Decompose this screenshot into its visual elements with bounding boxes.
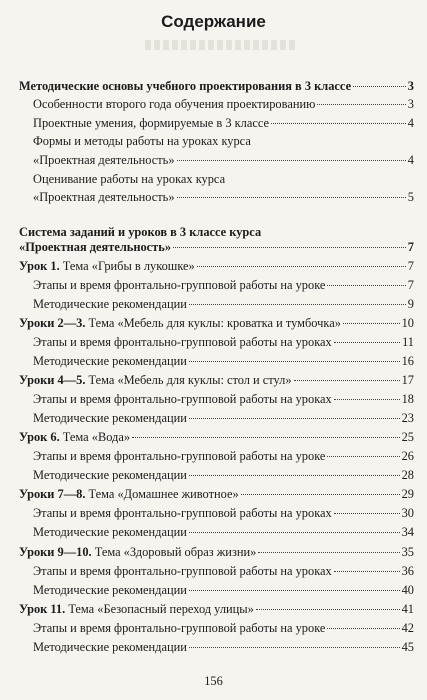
dot-leader — [189, 532, 400, 533]
toc-page-number: 36 — [401, 564, 414, 578]
dot-leader — [189, 475, 400, 476]
dot-leader — [189, 418, 400, 419]
toc-page-number: 28 — [401, 468, 414, 482]
dot-leader — [258, 552, 399, 553]
lesson-topic: Тема «Безопасный переход улицы» — [65, 602, 254, 616]
toc-entry-section-1[interactable] — [19, 79, 414, 93]
toc-entry-text: Методические рекомендации — [33, 583, 187, 597]
toc-page-number: 25 — [401, 430, 414, 444]
toc-page-number: 4 — [407, 116, 414, 130]
lesson-number: Уроки 9—10. — [19, 545, 92, 559]
dot-leader — [189, 361, 400, 362]
toc-page-number: 45 — [401, 640, 414, 654]
toc-lesson[interactable] — [19, 316, 414, 330]
toc-entry[interactable] — [33, 640, 414, 654]
lesson-number: Уроки 2—3. — [19, 316, 86, 330]
toc-entry[interactable] — [33, 278, 414, 292]
dot-leader — [334, 399, 400, 400]
lesson-topic: Тема «Мебель для куклы: кроватка и тумбочка» — [85, 316, 341, 330]
toc-entry[interactable] — [33, 97, 414, 111]
toc-entry-text: «Проектная деятельность» — [19, 240, 172, 254]
toc-page-number: 40 — [401, 583, 414, 597]
dot-leader — [132, 437, 400, 438]
toc-page-number: 3 — [407, 97, 414, 111]
page-title: Содержание — [161, 12, 266, 31]
dot-leader — [241, 494, 400, 495]
toc-section-heading: Система заданий и уроков в 3 классе курса — [19, 225, 262, 239]
toc-lesson[interactable] — [19, 373, 414, 387]
dot-leader — [189, 590, 400, 591]
dot-leader — [197, 266, 406, 267]
toc-page-number: 17 — [401, 373, 414, 387]
toc-entry[interactable] — [33, 153, 414, 167]
toc-entry[interactable] — [33, 583, 414, 597]
toc-entry[interactable] — [33, 392, 414, 406]
dot-leader — [256, 609, 400, 610]
toc-entry-text: Этапы и время фронтально-групповой работы на уроках — [33, 506, 332, 520]
dot-leader — [334, 571, 400, 572]
faded-bleedthrough — [145, 40, 295, 50]
lesson-topic: Тема «Грибы в лукошке» — [59, 259, 195, 273]
toc-entry-text: Этапы и время фронтально-групповой работы на уроке — [33, 449, 326, 463]
toc-entry[interactable] — [33, 411, 414, 425]
toc-page-number: 7 — [407, 278, 414, 292]
toc-page-number: 18 — [401, 392, 414, 406]
toc-entry[interactable] — [33, 449, 414, 463]
toc-entry[interactable] — [33, 335, 414, 349]
toc-entry-text: Этапы и время фронтально-групповой работы на уроках — [33, 564, 332, 578]
toc-lesson[interactable] — [19, 430, 414, 444]
toc-entry-text: Методические рекомендации — [33, 411, 187, 425]
toc-entry-text: «Проектная деятельность» — [33, 190, 175, 204]
lesson-number: Урок 11. — [19, 602, 66, 616]
toc-page-number: 3 — [407, 79, 414, 93]
lesson-topic: Тема «Домашнее животное» — [85, 487, 239, 501]
toc-page-number: 11 — [402, 335, 414, 349]
toc-entry-line: Формы и методы работы на уроках курса — [33, 134, 251, 148]
dot-leader — [327, 456, 399, 457]
toc-page-number: 7 — [407, 259, 414, 273]
toc-entry-text: Методические основы учебного проектирования в 3 классе — [19, 79, 352, 93]
toc-entry-text: Этапы и время фронтально-групповой работы на уроках — [33, 392, 332, 406]
dot-leader — [177, 160, 406, 161]
toc-page-number: 34 — [401, 525, 414, 539]
toc-page-number: 4 — [407, 153, 414, 167]
lesson-number: Уроки 4—5. — [19, 373, 86, 387]
toc-page-number: 26 — [401, 449, 414, 463]
toc-entry-line: Оценивание работы на уроках курса — [33, 172, 226, 186]
toc-entry-text: Методические рекомендации — [33, 468, 187, 482]
toc-entry[interactable] — [33, 468, 414, 482]
dot-leader — [334, 342, 400, 343]
dot-leader — [317, 104, 405, 105]
toc-lesson[interactable] — [19, 602, 414, 616]
toc-page-number: 35 — [401, 545, 414, 559]
toc-entry-text: Особенности второго года обучения проектированию — [33, 97, 316, 111]
toc-entry[interactable] — [33, 116, 414, 130]
toc-entry[interactable] — [33, 564, 414, 578]
toc-entry-text: Этапы и время фронтально-групповой работы на уроках — [33, 335, 332, 349]
lesson-number: Уроки 7—8. — [19, 487, 86, 501]
dot-leader — [334, 513, 400, 514]
toc-entry[interactable] — [33, 621, 414, 635]
toc-entry-text: Методические рекомендации — [33, 640, 187, 654]
lesson-number: Урок 1. — [19, 259, 60, 273]
lesson-number: Урок 6. — [19, 430, 60, 444]
toc-page-number: 5 — [407, 190, 414, 204]
dot-leader — [343, 323, 400, 324]
toc-entry-text: Методические рекомендации — [33, 525, 187, 539]
dot-leader — [189, 647, 400, 648]
lesson-topic: Тема «Мебель для куклы: стол и стул» — [85, 373, 292, 387]
toc-page-number: 16 — [401, 354, 414, 368]
dot-leader — [294, 380, 400, 381]
dot-leader — [177, 197, 406, 198]
toc-page-number: 10 — [401, 316, 414, 330]
toc-lesson[interactable] — [19, 487, 414, 501]
dot-leader — [189, 304, 406, 305]
toc-entry-section-2[interactable] — [19, 240, 414, 254]
dot-leader — [327, 285, 405, 286]
toc-page-number: 30 — [401, 506, 414, 520]
toc-entry[interactable] — [33, 525, 414, 539]
toc-entry[interactable] — [33, 190, 414, 204]
toc-entry-text: Этапы и время фронтально-групповой работы на уроке — [33, 278, 326, 292]
toc-entry-text: Проектные умения, формируемые в 3 классе — [33, 116, 269, 130]
lesson-topic: Тема «Вода» — [59, 430, 131, 444]
page-number: 156 — [204, 674, 223, 688]
toc-entry[interactable] — [33, 297, 414, 311]
dot-leader — [353, 86, 406, 87]
toc-lesson[interactable] — [19, 545, 414, 559]
dot-leader — [327, 628, 399, 629]
toc-lesson[interactable] — [19, 259, 414, 273]
toc-entry[interactable] — [33, 506, 414, 520]
toc-page-number: 29 — [401, 487, 414, 501]
toc-entry-text: «Проектная деятельность» — [33, 153, 175, 167]
toc-page-number: 7 — [407, 240, 414, 254]
dot-leader — [173, 247, 406, 248]
toc-entry[interactable] — [33, 354, 414, 368]
toc-entry-text: Этапы и время фронтально-групповой работы на уроке — [33, 621, 326, 635]
toc-entry-text: Методические рекомендации — [33, 354, 187, 368]
toc-entry-text: Методические рекомендации — [33, 297, 187, 311]
toc-page-number: 23 — [401, 411, 414, 425]
toc-page-number: 41 — [401, 602, 414, 616]
toc-page-number: 42 — [401, 621, 414, 635]
dot-leader — [271, 123, 406, 124]
toc-page-number: 9 — [407, 297, 414, 311]
lesson-topic: Тема «Здоровый образ жизни» — [91, 545, 257, 559]
